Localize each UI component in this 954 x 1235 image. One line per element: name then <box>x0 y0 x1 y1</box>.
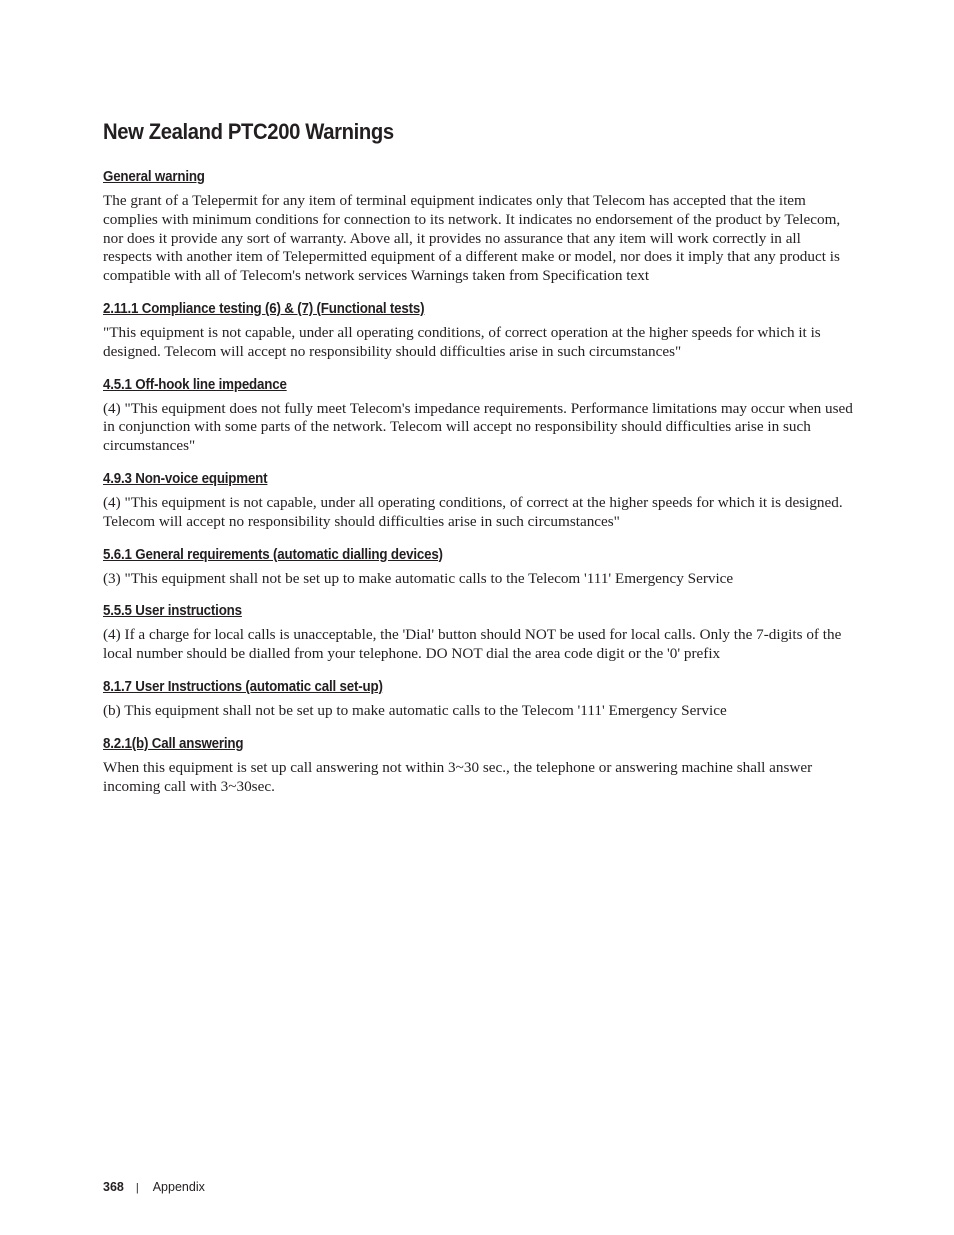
section-heading: 8.1.7 User Instructions (automatic call set-up) <box>103 678 383 695</box>
section-general-warning <box>103 168 853 286</box>
section-heading: 5.6.1 General requirements (automatic dialling devices) <box>103 546 443 563</box>
section-automatic-call-setup <box>103 678 853 721</box>
document-page <box>103 118 853 810</box>
section-text: (4) "This equipment does not fully meet Telecom's impedance requirements. Performance limitations may occur when used in conjunction with some parts of the network. Telecom will accept no responsibility should difficulties arise in such circumstances" <box>103 399 853 455</box>
footer-section-name: Appendix <box>152 1180 205 1194</box>
section-heading: 4.5.1 Off-hook line impedance <box>103 376 287 393</box>
section-off-hook-impedance <box>103 376 853 456</box>
section-text: (4) If a charge for local calls is unacceptable, the 'Dial' button should NOT be used for local calls. Only the 7-digits of the local number should be dialled from your telephone. DO NOT dial the area code digit or the '0' prefix <box>103 626 842 663</box>
section-text: (3) "This equipment shall not be set up to make automatic calls to the Telecom '111' Emergency Service <box>103 569 734 587</box>
section-compliance-testing <box>103 300 853 362</box>
page-title: New Zealand PTC200 Warnings <box>103 119 394 144</box>
section-text: The grant of a Telepermit for any item of terminal equipment indicates only that Telecom has accepted that the item complies with minimum conditions for connection to its network. It indicates no endorsement of the product by Telecom, nor does it provide any sort of warranty. Above all, it provides no assurance that any item will work correctly in all respects with another item of Telepermitted equipment of a different make or model, nor does it imply that any product is compatible with all of Telecom's network services Warnings taken from Specification text <box>103 192 841 285</box>
section-heading: 4.9.3 Non-voice equipment <box>103 470 268 487</box>
section-automatic-dialling <box>103 546 853 589</box>
section-text: When this equipment is set up call answering not within 3~30 sec., the telephone or answering machine shall answer incoming call with 3~30sec. <box>103 758 813 795</box>
section-heading: General warning <box>103 169 205 185</box>
page-footer <box>103 1180 205 1194</box>
section-user-instructions <box>103 602 853 664</box>
footer-separator: | <box>135 1182 139 1194</box>
section-heading: 2.11.1 Compliance testing (6) & (7) (Functional tests) <box>103 300 425 317</box>
section-text: (4) "This equipment is not capable, under all operating conditions, of correct at the higher speeds for which it is designed. Telecom will accept no responsibility should difficulties arise in such circumstances" <box>103 493 843 530</box>
section-text: (b) This equipment shall not be set up to make automatic calls to the Telecom '111' Emergency Service <box>103 701 727 719</box>
section-heading: 5.5.5 User instructions <box>103 603 242 620</box>
section-text: "This equipment is not capable, under all operating conditions, of correct operation at the higher speeds for which it is designed. Telecom will accept no responsibility should difficulties arise in such circumstances" <box>103 323 821 360</box>
section-call-answering <box>103 735 853 797</box>
page-number: 368 <box>103 1180 124 1194</box>
section-non-voice-equipment <box>103 470 853 532</box>
section-heading: 8.2.1(b) Call answering <box>103 735 244 752</box>
